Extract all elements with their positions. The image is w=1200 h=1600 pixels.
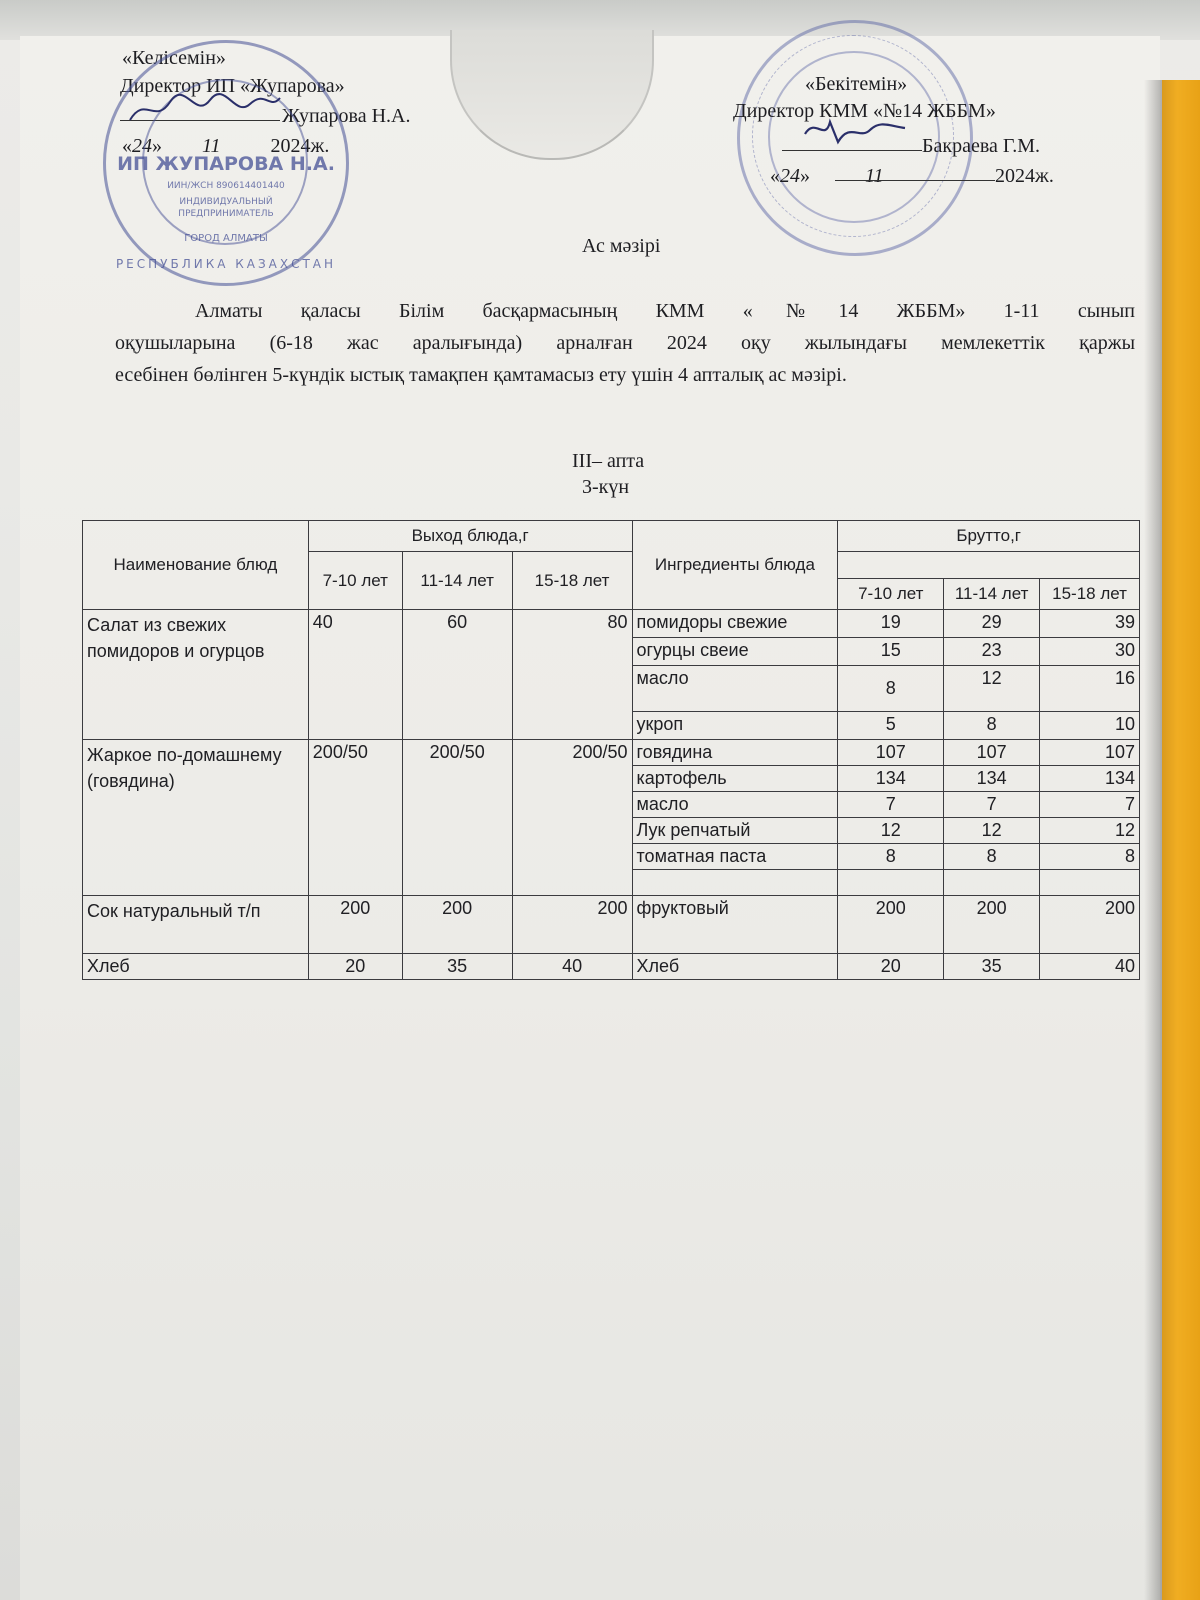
ingredient-gross: 12 bbox=[1040, 818, 1140, 844]
left-signature bbox=[125, 90, 285, 130]
ingredient-gross: 107 bbox=[838, 740, 944, 766]
ingredient-gross: 19 bbox=[838, 610, 944, 638]
stamp-line: ИИН/ЖСН 890614401440 bbox=[167, 181, 285, 191]
ingredient-name: картофель bbox=[632, 766, 838, 792]
dish-name: Сок натуральный т/п bbox=[83, 896, 309, 954]
dish-name: Хлеб bbox=[83, 954, 309, 980]
ingredient-gross: 35 bbox=[944, 954, 1040, 980]
stamp-line: ИП ЖУПАРОВА Н.А. bbox=[117, 153, 335, 175]
dish-name: Салат из свежих помидоров и огурцов bbox=[83, 610, 309, 740]
left-date: «24» 11 2024ж. bbox=[122, 135, 330, 157]
header-gross-age-1: 7-10 лет bbox=[838, 579, 944, 610]
ingredient-gross: 200 bbox=[944, 896, 1040, 954]
stamp-line: ПРЕДПРИНИМАТЕЛЬ bbox=[178, 209, 274, 219]
right-position: Директор КММ «№14 ЖББМ» bbox=[733, 100, 996, 122]
right-name: Бакраева Г.М. bbox=[922, 135, 1040, 157]
ingredient-gross bbox=[944, 870, 1040, 896]
right-day: 24 bbox=[780, 165, 800, 187]
stamp-line: РЕСПУБЛИКА КАЗАХСТАН bbox=[115, 257, 337, 271]
ingredient-gross: 200 bbox=[1040, 896, 1140, 954]
orange-board-edge bbox=[1162, 80, 1200, 1600]
ingredient-gross: 12 bbox=[838, 818, 944, 844]
table-row bbox=[83, 896, 1140, 954]
dish-yield: 200 bbox=[308, 896, 402, 954]
ingredient-gross: 7 bbox=[838, 792, 944, 818]
approved-label: «Бекітемін» bbox=[805, 73, 908, 95]
right-month: 11 bbox=[865, 165, 884, 187]
day-label: 3-күн bbox=[582, 476, 630, 498]
dish-yield: 200/50 bbox=[308, 740, 402, 896]
week-label: III– апта bbox=[572, 450, 645, 472]
ingredient-gross: 8 bbox=[944, 844, 1040, 870]
ingredient-gross: 134 bbox=[1040, 766, 1140, 792]
left-position: Директор ИП «Жупарова» bbox=[120, 75, 345, 97]
header-dish: Наименование блюд bbox=[83, 521, 309, 610]
stamp-line: ГОРОД АЛМАТЫ bbox=[184, 233, 268, 244]
intro-line-3: есебінен бөлінген 5-күндік ыстық тамақпен қамтамасыз ету үшін 4 апталық ас мәзірі. bbox=[115, 364, 847, 386]
ingredient-gross: 12 bbox=[944, 666, 1040, 712]
menu-table bbox=[82, 520, 1140, 980]
ingredient-gross: 39 bbox=[1040, 610, 1140, 638]
ingredient-gross: 10 bbox=[1040, 712, 1140, 740]
right-signature bbox=[800, 112, 910, 152]
ingredient-gross bbox=[838, 870, 944, 896]
ingredient-name: укроп bbox=[632, 712, 838, 740]
agreed-label: «Келісемін» bbox=[122, 47, 226, 69]
left-day: 24 bbox=[132, 135, 152, 157]
ingredient-name: Лук репчатый bbox=[632, 818, 838, 844]
header-yield: Выход блюда,г bbox=[308, 521, 632, 552]
ingredient-gross: 134 bbox=[838, 766, 944, 792]
dish-yield: 200/50 bbox=[402, 740, 512, 896]
dish-yield: 200 bbox=[512, 896, 632, 954]
left-month: 11 bbox=[202, 135, 221, 157]
ingredient-gross: 30 bbox=[1040, 638, 1140, 666]
ingredient-gross: 16 bbox=[1040, 666, 1140, 712]
left-name: Жупарова Н.А. bbox=[282, 105, 411, 127]
dish-yield: 40 bbox=[308, 610, 402, 740]
table-row bbox=[83, 954, 1140, 980]
ingredient-gross: 8 bbox=[944, 712, 1040, 740]
header-yield-age-2: 11-14 лет bbox=[402, 552, 512, 610]
header-gross-age-3: 15-18 лет bbox=[1040, 579, 1140, 610]
ingredient-gross: 134 bbox=[944, 766, 1040, 792]
ingredient-gross: 20 bbox=[838, 954, 944, 980]
left-year: 2024ж. bbox=[270, 135, 330, 157]
dish-yield: 35 bbox=[402, 954, 512, 980]
ingredient-gross: 200 bbox=[838, 896, 944, 954]
header-yield-age-1: 7-10 лет bbox=[308, 552, 402, 610]
ingredient-gross: 8 bbox=[838, 666, 944, 712]
ingredient-gross bbox=[1040, 870, 1140, 896]
intro-line-2: оқушыларына (6-18 жас аралығында) арналған 2024 оқу жылындағы мемлекеттік қаржы bbox=[115, 332, 1135, 354]
right-date: «24» 11 bbox=[770, 165, 884, 187]
ingredient-name: Хлеб bbox=[632, 954, 838, 980]
ingredient-gross: 7 bbox=[1040, 792, 1140, 818]
table-row bbox=[83, 740, 1140, 766]
table-row bbox=[83, 610, 1140, 638]
ingredient-gross: 8 bbox=[838, 844, 944, 870]
ingredient-gross: 40 bbox=[1040, 954, 1140, 980]
ingredient-name: помидоры свежие bbox=[632, 610, 838, 638]
dish-yield: 200 bbox=[402, 896, 512, 954]
ingredient-gross: 107 bbox=[944, 740, 1040, 766]
dish-yield: 40 bbox=[512, 954, 632, 980]
dish-yield: 60 bbox=[402, 610, 512, 740]
header-ingredients: Ингредиенты блюда bbox=[632, 521, 838, 610]
right-year: 2024ж. bbox=[995, 165, 1054, 187]
ingredient-gross: 29 bbox=[944, 610, 1040, 638]
intro-line-1: Алматы қаласы Білім басқармасының КММ «№14 ЖББМ» 1-11 сынып bbox=[195, 300, 1135, 322]
ingredient-gross: 15 bbox=[838, 638, 944, 666]
right-date-line bbox=[835, 180, 995, 182]
header-yield-age-3: 15-18 лет bbox=[512, 552, 632, 610]
dish-name: Жаркое по-домашнему (говядина) bbox=[83, 740, 309, 896]
dish-yield: 80 bbox=[512, 610, 632, 740]
stamp-line: ИНДИВИДУАЛЬНЫЙ bbox=[179, 197, 273, 207]
ingredient-name: огурцы свеие bbox=[632, 638, 838, 666]
ingredient-name: фруктовый bbox=[632, 896, 838, 954]
ingredient-gross: 5 bbox=[838, 712, 944, 740]
dish-yield: 200/50 bbox=[512, 740, 632, 896]
shadow-edge bbox=[1144, 80, 1162, 1600]
ingredient-gross: 12 bbox=[944, 818, 1040, 844]
ingredient-gross: 7 bbox=[944, 792, 1040, 818]
ingredient-name: масло bbox=[632, 792, 838, 818]
header-gross-spacer bbox=[838, 552, 1140, 579]
dish-yield: 20 bbox=[308, 954, 402, 980]
ingredient-gross: 8 bbox=[1040, 844, 1140, 870]
header-gross: Брутто,г bbox=[838, 521, 1140, 552]
ingredient-name bbox=[632, 870, 838, 896]
ingredient-name: томатная паста bbox=[632, 844, 838, 870]
ingredient-name: масло bbox=[632, 666, 838, 712]
page-title: Ас мәзірі bbox=[582, 235, 661, 257]
header-gross-age-2: 11-14 лет bbox=[944, 579, 1040, 610]
ingredient-gross: 107 bbox=[1040, 740, 1140, 766]
ingredient-gross: 23 bbox=[944, 638, 1040, 666]
ingredient-name: говядина bbox=[632, 740, 838, 766]
left-stamp bbox=[103, 40, 349, 286]
